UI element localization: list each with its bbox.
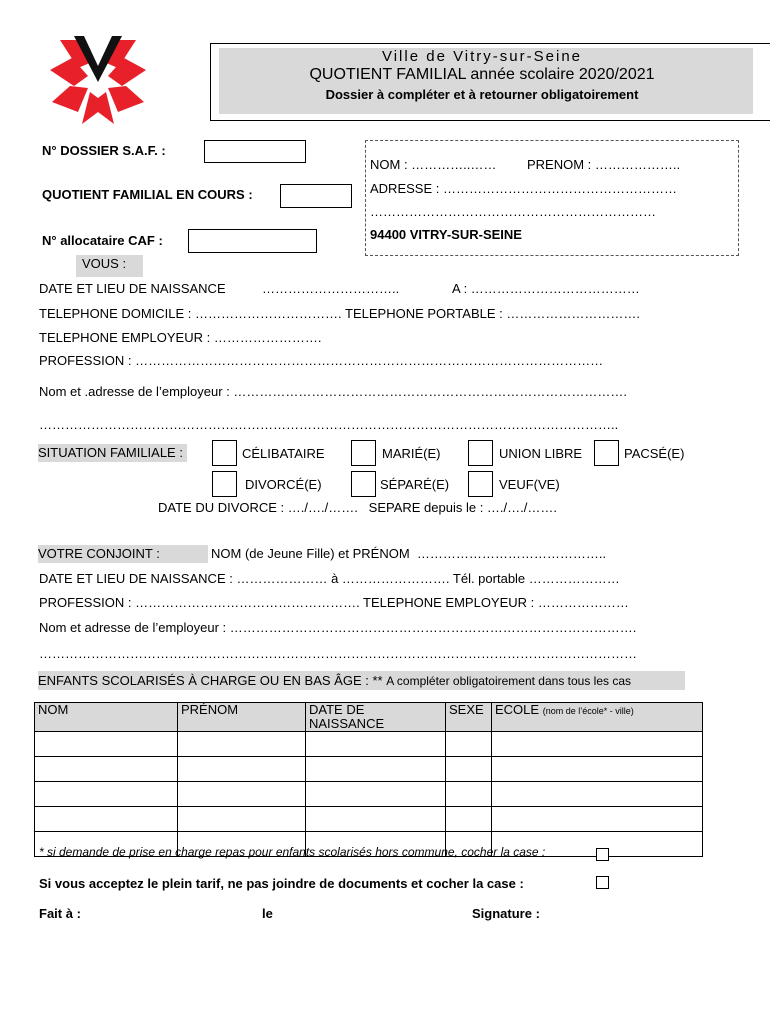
conjoint-employeur[interactable]: Nom et adresse de l’employeur : …………………………………………………………………………………. xyxy=(39,620,637,635)
vous-naissance-label: DATE ET LIEU DE NAISSANCE xyxy=(39,281,226,296)
col-naissance: DATE DE NAISSANCE xyxy=(306,703,446,732)
table-cell[interactable] xyxy=(306,807,446,832)
city-logo xyxy=(48,32,148,128)
header-subtitle: Dossier à compléter et à retourner obligatoirement xyxy=(325,87,639,102)
celibataire-checkbox[interactable] xyxy=(212,440,237,466)
table-cell[interactable] xyxy=(35,732,178,757)
table-cell[interactable] xyxy=(178,732,306,757)
dossier-input[interactable] xyxy=(204,140,306,163)
table-cell[interactable] xyxy=(178,757,306,782)
situation-label: SITUATION FAMILIALE : xyxy=(38,444,187,462)
pacse-label: PACSÉ(E) xyxy=(624,446,685,461)
repas-note: * si demande de prise en charge repas pour enfants scolarisés hors commune, cocher la case : xyxy=(39,845,546,859)
adresse-field[interactable]: ADRESSE : ……………………………………………… xyxy=(370,181,677,196)
vous-tel-employeur[interactable]: TELEPHONE EMPLOYEUR : ……………………. xyxy=(39,330,322,345)
vous-telephone-line[interactable]: TELEPHONE DOMICILE : ……………………………. TELEPHONE PORTABLE : …………………………. xyxy=(39,306,640,321)
pacse-checkbox[interactable] xyxy=(594,440,619,466)
table-cell[interactable] xyxy=(446,782,492,807)
quotient-input[interactable] xyxy=(280,184,352,208)
table-cell[interactable] xyxy=(306,732,446,757)
quotient-label: QUOTIENT FAMILIAL EN COURS : xyxy=(42,187,253,202)
union-libre-label: UNION LIBRE xyxy=(499,446,583,461)
fait-a-label: Fait à : xyxy=(39,906,81,921)
col-ecole-label: ECOLE xyxy=(495,702,540,717)
enfants-title: ENFANTS SCOLARISÉS À CHARGE OU EN BAS ÂGE : ** xyxy=(38,673,383,688)
marie-checkbox[interactable] xyxy=(351,440,376,466)
table-cell[interactable] xyxy=(446,807,492,832)
table-row xyxy=(35,807,703,832)
prenom-field[interactable]: PRENOM : ……………….. xyxy=(527,157,681,172)
repas-checkbox[interactable] xyxy=(596,848,609,861)
separe-checkbox[interactable] xyxy=(351,471,376,497)
col-ecole xyxy=(492,703,703,732)
conjoint-profession[interactable]: PROFESSION : ……………………………………………. TELEPHONE EMPLOYEUR : ………………… xyxy=(39,595,629,610)
table-cell[interactable] xyxy=(492,732,703,757)
divorce-date-line[interactable]: DATE DU DIVORCE : …./…./……. SEPARE depuis le : …./…./……. xyxy=(158,500,557,515)
celibataire-label: CÉLIBATAIRE xyxy=(242,446,325,461)
table-cell[interactable] xyxy=(306,782,446,807)
separe-label: SÉPARÉ(E) xyxy=(380,477,450,492)
table-cell[interactable] xyxy=(178,782,306,807)
conjoint-employeur-dots[interactable]: ………………………………………………………………………………………………………………………… xyxy=(39,646,637,661)
adresse-line-2[interactable]: ………………………………………………………… xyxy=(370,204,656,219)
enfants-header xyxy=(38,671,685,690)
vous-lieu-field[interactable]: A : ………………………………… xyxy=(452,281,640,296)
children-table xyxy=(34,702,703,857)
table-cell[interactable] xyxy=(446,732,492,757)
col-prenom: PRÉNOM xyxy=(178,703,306,732)
caf-input[interactable] xyxy=(188,229,317,253)
marie-label: MARIÉ(E) xyxy=(382,446,441,461)
table-cell[interactable] xyxy=(492,807,703,832)
conjoint-nom[interactable]: NOM (de Jeune Fille) et PRÉNOM …………………………………….. xyxy=(211,546,607,561)
caf-label: N° allocataire CAF : xyxy=(42,233,163,248)
plein-tarif-checkbox[interactable] xyxy=(596,876,609,889)
table-row xyxy=(35,757,703,782)
table-cell[interactable] xyxy=(35,782,178,807)
vous-employeur[interactable]: Nom et .adresse de l’employeur : ………………………………………………………………………………. xyxy=(39,384,627,399)
table-cell[interactable] xyxy=(35,807,178,832)
vous-naissance-dots[interactable]: ………………………….. xyxy=(262,281,400,296)
divorce-label: DIVORCÉ(E) xyxy=(245,477,322,492)
date-label: le xyxy=(262,906,273,921)
children-table-header xyxy=(35,703,703,732)
ville-text: 94400 VITRY-SUR-SEINE xyxy=(370,227,522,242)
plein-tarif-note: Si vous acceptez le plein tarif, ne pas joindre de documents et cocher la case : xyxy=(39,876,524,891)
table-cell[interactable] xyxy=(178,807,306,832)
header-city: Ville de Vitry-sur-Seine xyxy=(381,48,582,65)
conjoint-naissance[interactable]: DATE ET LIEU DE NAISSANCE : ………………… à ……………………. Tél. portable ………………… xyxy=(39,571,620,586)
header-title: QUOTIENT FAMILIAL année scolaire 2020/2021 xyxy=(309,66,655,83)
table-cell[interactable] xyxy=(492,757,703,782)
table-cell[interactable] xyxy=(306,757,446,782)
veuf-label: VEUF(VE) xyxy=(499,477,560,492)
signature-label: Signature : xyxy=(472,906,540,921)
vous-employeur-dots[interactable]: …………………………………………………………………………………………………………………….. xyxy=(39,417,619,432)
veuf-checkbox[interactable] xyxy=(468,471,493,497)
table-row xyxy=(35,732,703,757)
col-nom: NOM xyxy=(35,703,178,732)
table-cell[interactable] xyxy=(492,782,703,807)
dossier-label: N° DOSSIER S.A.F. : xyxy=(42,143,166,158)
vous-profession[interactable]: PROFESSION : ……………………………………………………………………………………………… xyxy=(39,353,604,368)
table-cell[interactable] xyxy=(35,757,178,782)
col-ecole-note: (nom de l’école* - ville) xyxy=(542,706,634,716)
nom-field[interactable]: NOM : …………..…… xyxy=(370,157,497,172)
vous-label: VOUS : xyxy=(76,255,143,277)
table-cell[interactable] xyxy=(446,757,492,782)
enfants-note: A compléter obligatoirement dans tous les cas xyxy=(386,674,632,688)
divorce-checkbox[interactable] xyxy=(212,471,237,497)
union-libre-checkbox[interactable] xyxy=(468,440,493,466)
conjoint-label: VOTRE CONJOINT : xyxy=(38,545,208,563)
col-sexe: SEXE xyxy=(446,703,492,732)
table-row xyxy=(35,782,703,807)
